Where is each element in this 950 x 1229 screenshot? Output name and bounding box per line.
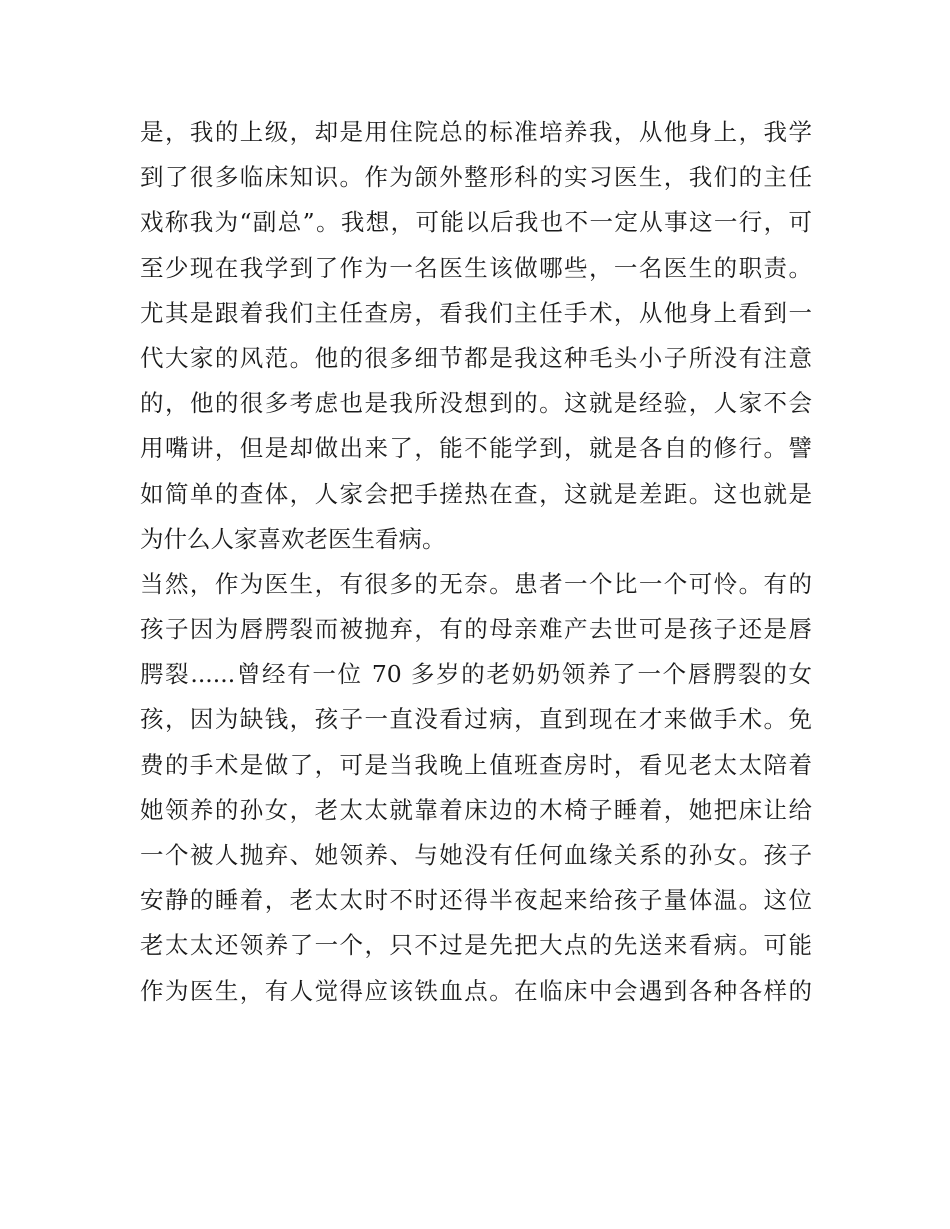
text-line: 她领养的孙女，老太太就靠着床边的木椅子睡着，她把床让给: [140, 795, 812, 824]
text-line: 是，我的上级，却是用住院总的标准培养我，从他身上，我学: [140, 118, 812, 146]
text-line: 费的手术是做了，可是当我晚上值班查房时，看见老太太陪着: [140, 750, 812, 779]
text-line: 用嘴讲，但是却做出来了，能不能学到，就是各自的修行。譬: [140, 434, 812, 463]
text-line: 孩，因为缺钱，孩子一直没看过病，直到现在才来做手术。免: [140, 705, 812, 734]
text-line: 尤其是跟着我们主任查房，看我们主任手术，从他身上看到一: [140, 298, 812, 327]
paragraph-2: [140, 562, 812, 1014]
text-line: 戏称我为“副总”。我想，可能以后我也不一定从事这一行，可: [140, 208, 812, 237]
body-text: [140, 110, 812, 1014]
text-line: 腭裂......曾经有一位 70 多岁的老奶奶领养了一个唇腭裂的女: [140, 660, 812, 689]
text-line: 老太太还领养了一个，只不过是先把大点的先送来看病。可能: [140, 931, 812, 960]
text-line: 的，他的很多考虑也是我所没想到的。这就是经验，人家不会: [140, 389, 812, 418]
paragraph-1: [140, 110, 812, 562]
text-line: 作为医生，有人觉得应该铁血点。在临床中会遇到各种各样的: [140, 976, 812, 1005]
text-line: 一个被人抛弃、她领养、与她没有任何血缘关系的孙女。孩子: [140, 841, 812, 869]
text-line: 至少现在我学到了作为一名医生该做哪些，一名医生的职责。: [140, 253, 812, 282]
text-line: 孩子因为唇腭裂而被抛弃，有的母亲难产去世可是孩子还是唇: [140, 615, 812, 644]
text-line: 到了很多临床知识。作为颌外整形科的实习医生，我们的主任: [140, 163, 812, 192]
text-line: 为什么人家喜欢老医生看病。: [140, 524, 446, 553]
text-line: 当然，作为医生，有很多的无奈。患者一个比一个可怜。有的: [140, 569, 812, 598]
text-line: 安静的睡着，老太太时不时还得半夜起来给孩子量体温。这位: [140, 886, 812, 915]
text-line: 如简单的查体，人家会把手搓热在查，这就是差距。这也就是: [140, 479, 812, 508]
text-line: 代大家的风范。他的很多细节都是我这种毛头小子所没有注意: [140, 343, 812, 372]
